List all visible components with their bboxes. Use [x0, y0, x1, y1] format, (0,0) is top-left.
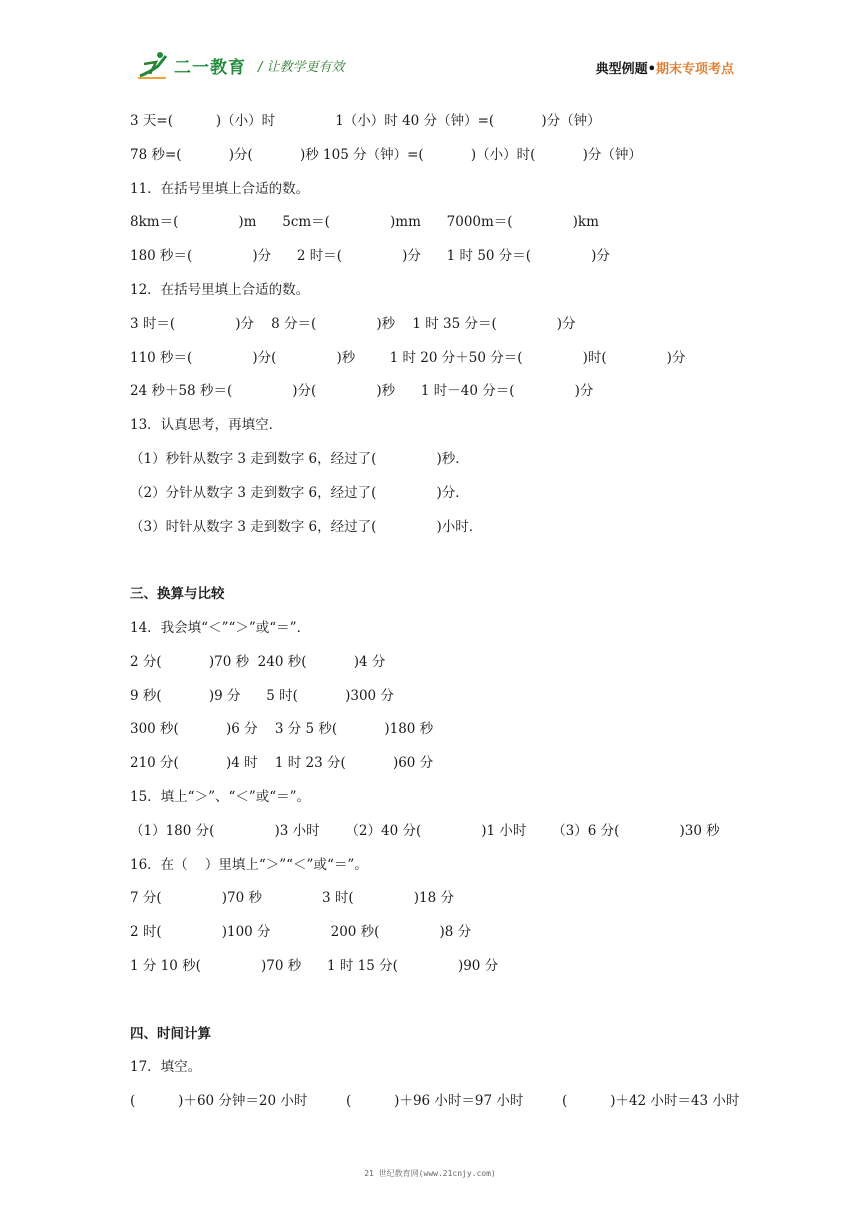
logo: [136, 50, 345, 80]
page-header: [136, 44, 734, 84]
question-title: 11．在括号里填上合适的数。: [130, 180, 310, 197]
runner-logo-icon: [136, 50, 172, 80]
spacer: [130, 989, 740, 1023]
question-line: 78 秒=( )分( )秒 105 分（钟）=( )（小）时( )分（钟）: [130, 146, 642, 163]
question-line: （2）分针从数字 3 走到数字 6，经过了( )分．: [130, 484, 469, 501]
question-line: 110 秒＝( )分( )秒 1 时 20 分＋50 分＝( )时( )分: [130, 349, 686, 366]
section-heading: 三、换算与比较: [130, 586, 225, 603]
question-line: （1）180 分( )3 小时 （2）40 分( )1 小时 （3）6 分( )30 秒: [130, 822, 720, 839]
question-line: 1 分 10 秒( )70 秒 1 时 15 分( )90 分: [130, 957, 499, 974]
question-line: 7 分( )70 秒 3 时( )18 分: [130, 890, 454, 907]
logo-slogan: / 让教学更有效: [258, 59, 345, 75]
question-line: 2 时( )100 分 200 秒( )8 分: [130, 924, 472, 941]
question-line: 3 天=( )（小）时 1（小）时 40 分（钟）=( )分（钟）: [130, 113, 601, 129]
question-line: 8km＝( )m 5cm＝( )mm 7000m＝( )km: [130, 214, 599, 231]
header-tag-orange: 期末专项考点: [655, 62, 734, 77]
question-line: 300 秒( )6 分 3 分 5 秒( )180 秒: [130, 721, 434, 738]
question-title: 17．填空。: [130, 1059, 202, 1076]
question-title: 13．认真思考，再填空．: [130, 417, 283, 434]
question-title: 14．我会填“＜”“＞”或“＝”．: [130, 619, 311, 636]
question-line: （1）秒针从数字 3 走到数字 6，经过了( )秒．: [130, 450, 469, 467]
question-line: 9 秒( )9 分 5 时( )300 分: [130, 687, 394, 704]
question-title: 12．在括号里填上合适的数。: [130, 281, 310, 298]
spacer: [130, 549, 740, 583]
question-line: ( )＋60 分钟＝20 小时 ( )＋96 小时＝97 小时 ( )＋42 小时＝43 小时: [130, 1093, 740, 1110]
question-line: 24 秒＋58 秒＝( )分( )秒 1 时－40 分＝( )分: [130, 383, 594, 400]
question-title: 15．填上“＞”、“＜”或“＝”。: [130, 788, 311, 805]
page-footer: 21 世纪教育网(www.21cnjy.com): [364, 1169, 496, 1178]
question-line: （3）时针从数字 3 走到数字 6，经过了( )小时．: [130, 518, 483, 535]
question-line: 210 分( )4 时 1 时 23 分( )60 分: [130, 755, 434, 772]
section-heading: 四、时间计算: [130, 1025, 211, 1042]
question-line: 3 时＝( )分 8 分＝( )秒 1 时 35 分＝( )分: [130, 315, 576, 332]
question-line: 2 分( )70 秒 240 秒( )4 分: [130, 653, 386, 670]
logo-name: 二一教育: [174, 57, 246, 78]
document-body: [130, 110, 740, 1124]
header-tag: [596, 58, 734, 77]
question-title: 16．在（ ）里填上“＞”“＜”或“＝”。: [130, 856, 368, 873]
header-tag-black: 典型例题•: [595, 62, 656, 77]
question-line: 180 秒＝( )分 2 时＝( )分 1 时 50 分＝( )分: [130, 248, 610, 265]
